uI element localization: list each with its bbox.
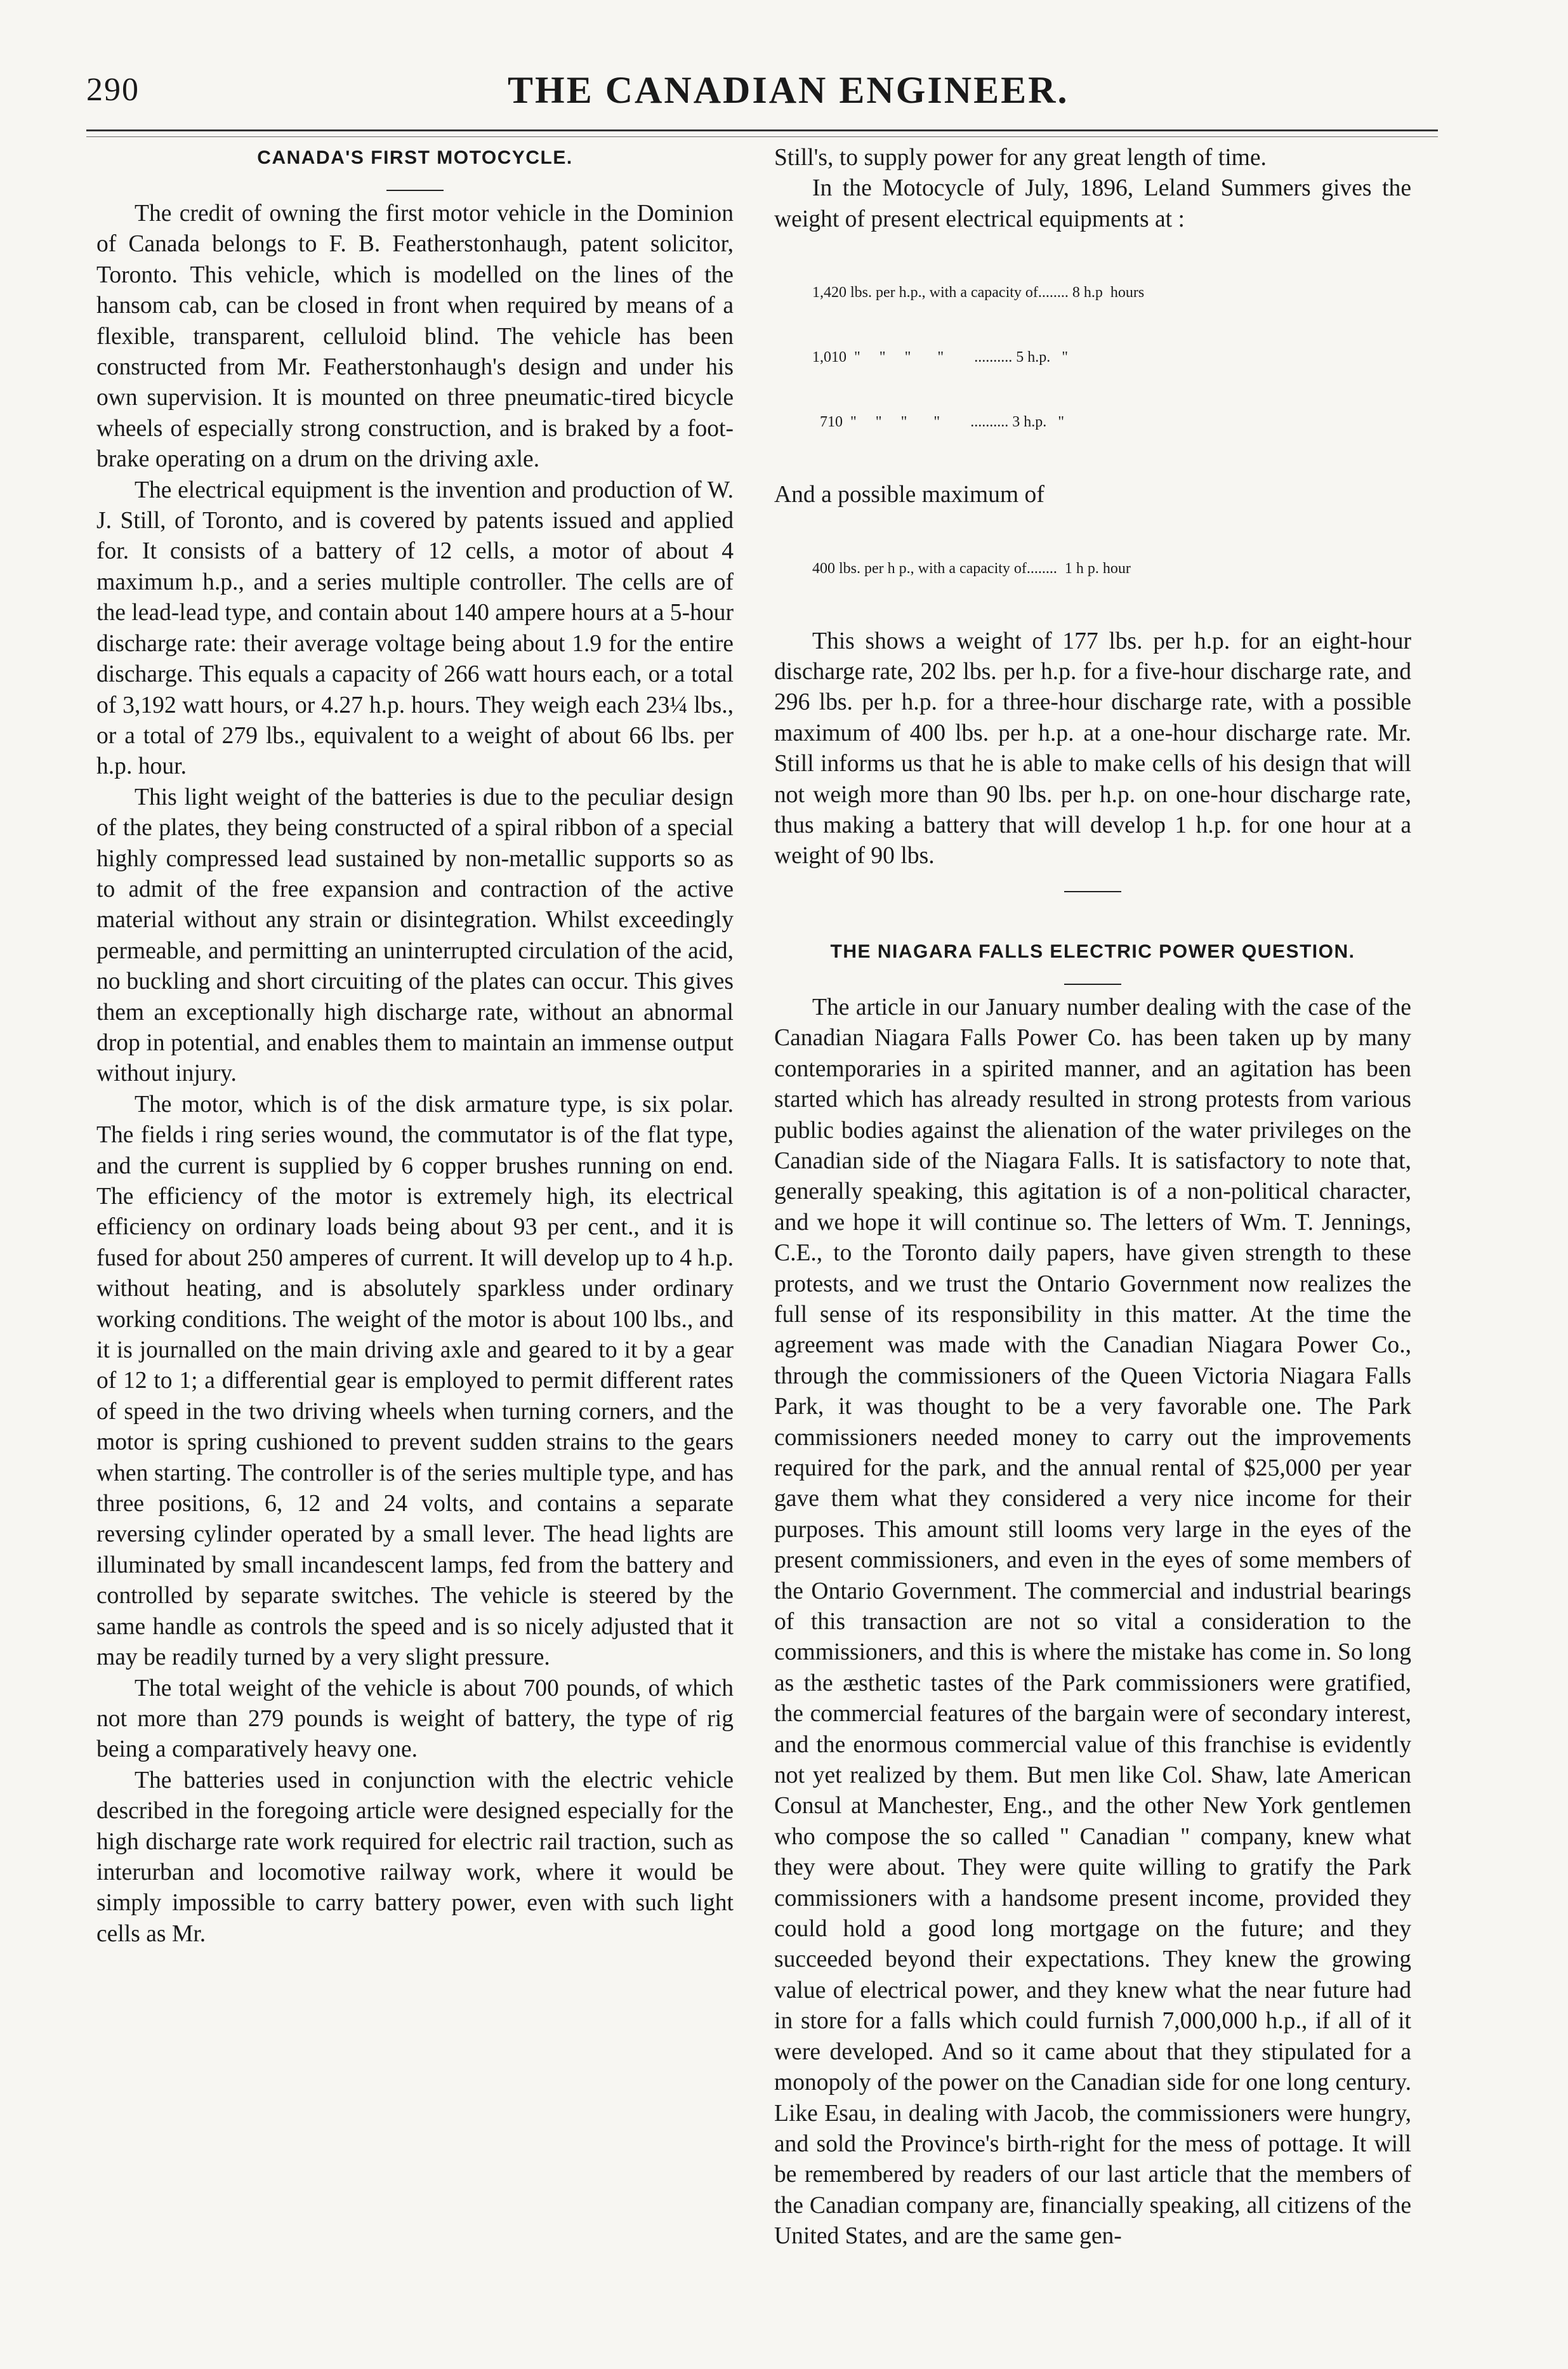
table-row: 710 " " " " .......... 3 h.p. "	[812, 414, 1064, 431]
paragraph: The motor, which is of the disk armature type, is six polar. The fields i ring series wound, the commutator is of the flat type, and the current is supplied by 6 copper brushes running on end. The efficiency of the motor is extremely high, its electrical efficiency on ordinary loads being about 93 per cent., and it is fused for about 250 amperes of current. It will develop up to 4 h.p. without heating, and is absolutely sparkless under ordinary working conditions. The weight of the motor is about 100 lbs., and it is journalled on the main driving axle and geared to it by a gear of 12 to 1; a differential gear is employed to permit different rates of speed in the two driving wheels when turning corners, and the motor is spring cushioned to prevent sudden strains to the gears when starting. The controller is of the series multiple type, and has three positions, 6, 12 and 24 volts, and contains a separate reversing cylinder operated by a small lever. The head lights are illuminated by small incandescent lamps, fed from the battery and controlled by separate switches. The vehicle is steered by the same handle as controls the speed and is so nicely adjusted that it may be readily turned by a very slight pressure.	[96, 1091, 734, 1671]
paragraph: The batteries used in conjunction with the electric vehicle described in the foregoing article were designed especially for the high discharge rate work required for electric rail traction, such as interurban and locomotive railway work, where it would be simply impossible to carry battery power, even with such light cells as Mr.	[96, 1767, 734, 1947]
continued-text: Still's, to supply power for any great length of time.	[774, 145, 1267, 171]
right-column	[774, 143, 1411, 2252]
paragraph: This shows a weight of 177 lbs. per h.p. for an eight-hour discharge rate, 202 lbs. per h.p. for a five-hour discharge rate, and 296 lbs. per h.p. for a three-hour discharge rate, with a possible maximum of 400 lbs. per h.p. at a one-hour discharge rate. Mr. Still informs us that he is able to make cells of his design that will not weigh more than 90 lbs. per h.p. on one-hour discharge rate, thus making a battery that will develop 1 h.p. for one hour at a weight of 90 lbs.	[774, 628, 1411, 869]
maximum-weight-row	[812, 515, 1411, 623]
table-row: 400 lbs. per h p., with a capacity of........ 1 h p. hour	[812, 560, 1131, 577]
paragraph: The article in our January number dealing with the case of the Canadian Niagara Falls Power Co. has been taken up by many contemporaries in a spirited manner, and an agitation has been started which has already resulted in strong protests from various public bodies against the alienation of the water privileges on the Canadian side of the Niagara Falls. It is satisfactory to note that, generally speaking, this agitation is of a non-political character, and we hope it will continue so. The letters of Wm. T. Jennings, C.E., to the Toronto daily papers, have given strength to these protests, and we trust the Ontario Government now realizes the full sense of its responsibility in this matter. At the time the agreement was made with the Canadian Niagara Power Co., through the commissioners of the Queen Victoria Niagara Falls Park, it was thought to be a very favorable one. The Park commissioners needed money to carry out the improvements required for the park, and the annual rental of $25,000 per year gave them what they considered a very nice income for their purposes. This amount still looms very large in the eyes of the present commissioners, and even in the eyes of some members of the Ontario Government. The commercial and industrial bearings of this transaction are not so vital a consideration to the commissioners, and this is where the mistake has come in. So long as the æsthetic tastes of the Park commissioners were gratified, the commercial features of the bargain were of secondary interest, and the enormous commercial value of this franchise is evidently not yet realized by them. But men like Col. Shaw, late American Consul at Manchester, Eng., and the other New York gentlemen who compose the so called " Canadian " company, knew what they were about. They were quite willing to gratify the Park commissioners with a handsome present income, provided they could hold a good long mortgage on the future; and they succeeded beyond their expectations. They knew the growing value of electrical power, and they knew what the near future had in store for a falls which could furnish 7,000,000 h.p., if all of it were developed. And so it came about that they stipulated for a monopoly of the power on the Canadian side for one long century. Like Esau, in dealing with Jacob, the commissioners were hungry, and sold the Province's birth-right for the mess of pottage. It will be remembered by readers of our last article that the members of the Canadian company are, financially speaking, all citizens of the United States, and are the same gen-	[774, 994, 1411, 2250]
paragraph: In the Motocycle of July, 1896, Leland Summers gives the weight of present electrical equipments at :	[774, 175, 1411, 232]
page-number: 290	[86, 72, 140, 108]
equipment-weight-table	[812, 239, 1411, 476]
paragraph: The total weight of the vehicle is about 700 pounds, of which not more than 279 pounds is weight of battery, the type of rig being a comparatively heavy one.	[96, 1675, 734, 1763]
table-row: 1,420 lbs. per h.p., with a capacity of........ 8 h.p hours	[812, 284, 1145, 301]
header-rule	[86, 129, 1438, 137]
left-column	[96, 143, 734, 1950]
article-title-motocycle: CANADA'S FIRST MOTOCYCLE.	[257, 147, 573, 168]
table-row: 1,010 " " " " .......... 5 h.p. "	[812, 349, 1068, 366]
article-end-rule	[1064, 891, 1121, 892]
article-title-niagara: THE NIAGARA FALLS ELECTRIC POWER QUESTION.	[830, 940, 1355, 962]
paragraph: The electrical equipment is the invention and production of W. J. Still, of Toronto, and is covered by patents issued and applied for. It consists of a battery of 12 cells, a motor of about 4 maximum h.p., and a series multiple controller. The cells are of the lead-lead type, and contain about 140 ampere hours at a 5-hour discharge rate: their average voltage being about 1.9 for the entire discharge. This equals a capacity of 266 watt hours each, or a total of 3,192 watt hours, or 4.27 h.p. hours. They weigh each 23¼ lbs., or a total of 279 lbs., equivalent to a weight of about 66 lbs. per h.p. hour.	[96, 477, 734, 780]
paragraph: And a possible maximum of	[774, 482, 1044, 508]
title-rule	[1064, 984, 1121, 985]
paragraph: This light weight of the batteries is due to the peculiar design of the plates, they being constructed of a spiral ribbon of a special highly compressed lead sustained by non-metallic supports so as to admit of the free expansion and contraction of the active material without any strain or disintegration. Whilst exceedingly permeable, and permitting an uninterrupted circulation of the acid, no buckling and short circuiting of the plates can occur. This gives them an exceptionally high discharge rate, without an abnormal drop in potential, and enables them to maintain an immense output without injury.	[96, 784, 734, 1087]
title-rule	[386, 190, 444, 191]
paragraph: The credit of owning the first motor vehicle in the Dominion of Canada belongs to F. B. Featherstonhaugh, patent solicitor, Toronto. This vehicle, which is modelled on the lines of the hansom cab, can be closed in front when required by means of a flexible, transparent, celluloid blind. The vehicle has been constructed from Mr. Featherstonhaugh's design and under his own supervision. It is mounted on three pneumatic-tired bicycle wheels of especially strong construction, and is braked by a foot-brake operating on a drum on the driving axle.	[96, 201, 734, 473]
running-head: THE CANADIAN ENGINEER.	[508, 69, 1069, 111]
